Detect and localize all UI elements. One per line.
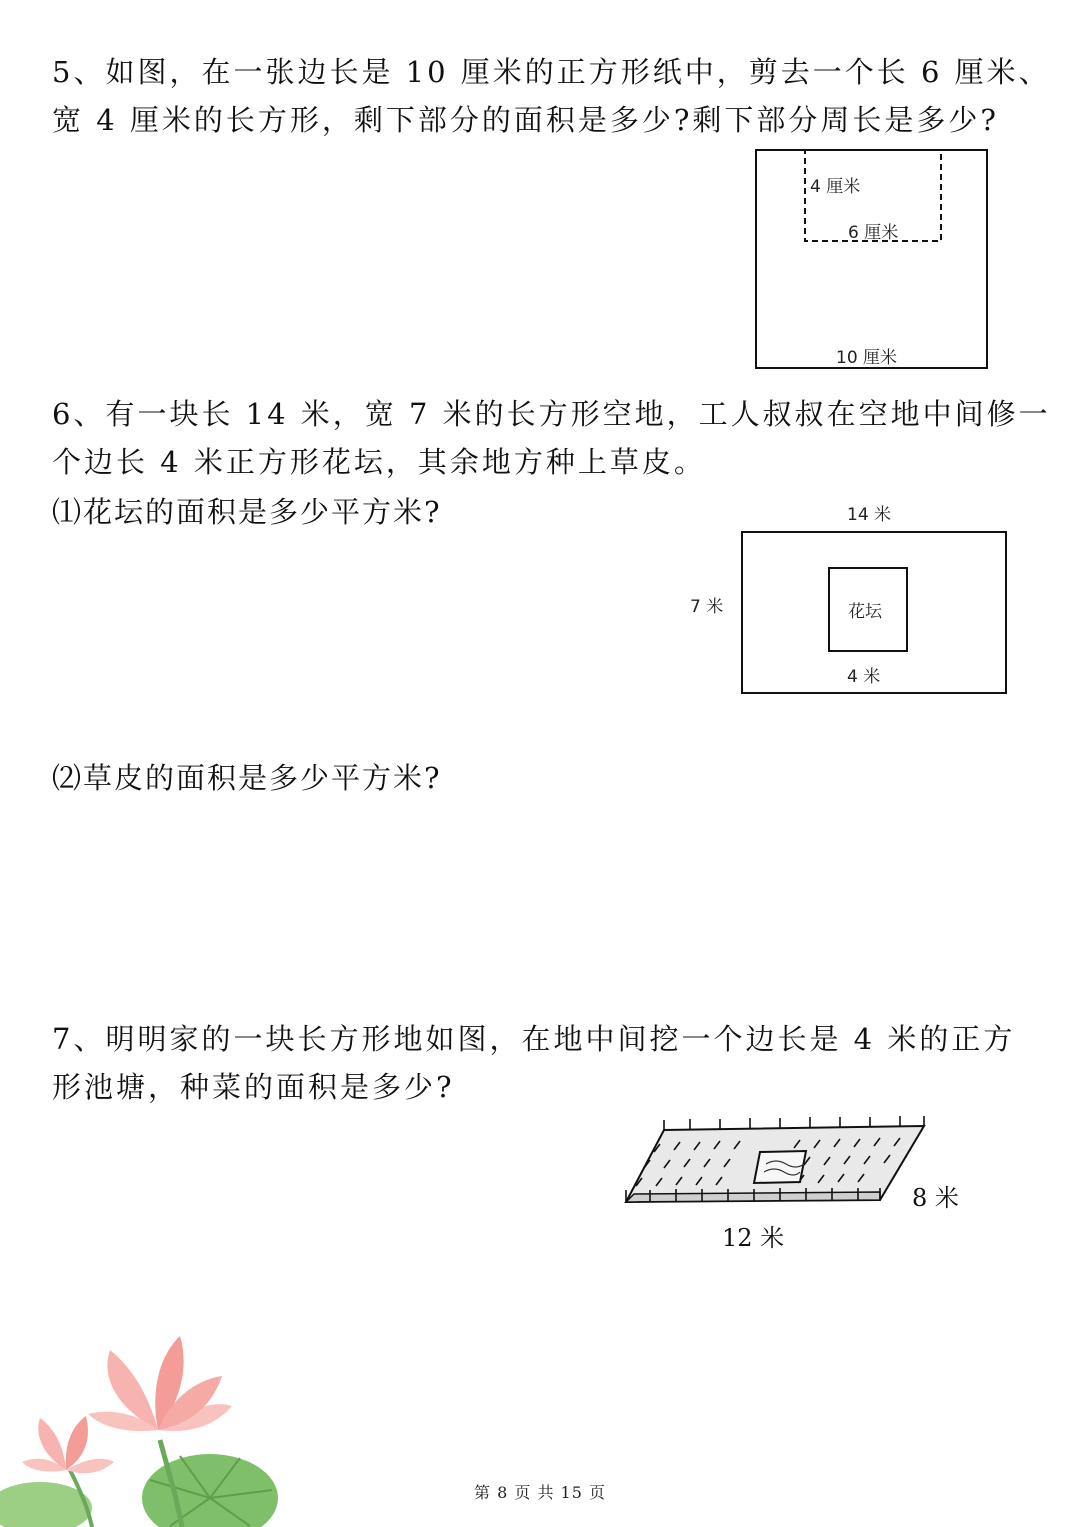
- q6-label-width: 7 米: [690, 597, 724, 617]
- q5-line2: 宽 4 厘米的长方形，剩下部分的面积是多少?剩下部分周长是多少?: [52, 103, 999, 137]
- lotus-flower-large: [88, 1336, 232, 1431]
- q5-square-paper: [756, 150, 987, 368]
- q7-label-length: 12 米: [722, 1224, 785, 1252]
- q7-vegetable-field-illustration: [620, 1108, 930, 1208]
- q6-label-bed: 花坛: [848, 602, 882, 622]
- q6-part2: ⑵草皮的面积是多少平方米?: [52, 761, 442, 795]
- page-footer: 第 8 页 共 15 页: [474, 1483, 606, 1502]
- q5-figure: [755, 148, 991, 372]
- q7-line1: 7、明明家的一块长方形地如图，在地中间挖一个边长是 4 米的正方: [52, 1022, 1016, 1056]
- q5-line1: 5、如图，在一张边长是 10 厘米的正方形纸中，剪去一个长 6 厘米、: [52, 55, 1051, 89]
- q5-label-width: 4 厘米: [810, 177, 861, 197]
- q5-label-length: 6 厘米: [848, 223, 899, 243]
- q6-label-bed-side: 4 米: [847, 667, 881, 687]
- q6-label-length: 14 米: [847, 505, 892, 525]
- q6-line2: 个边长 4 米正方形花坛，其余地方种上草皮。: [52, 445, 706, 479]
- q7-line2: 形池塘，种菜的面积是多少?: [52, 1070, 455, 1104]
- q6-line1: 6、有一块长 14 米，宽 7 米的长方形空地，工人叔叔在空地中间修一: [52, 397, 1051, 431]
- q7-label-width: 8 米: [912, 1184, 959, 1212]
- lotus-flower-small: [22, 1416, 114, 1473]
- q6-part1: ⑴花坛的面积是多少平方米?: [52, 495, 442, 529]
- q5-label-side: 10 厘米: [836, 348, 898, 368]
